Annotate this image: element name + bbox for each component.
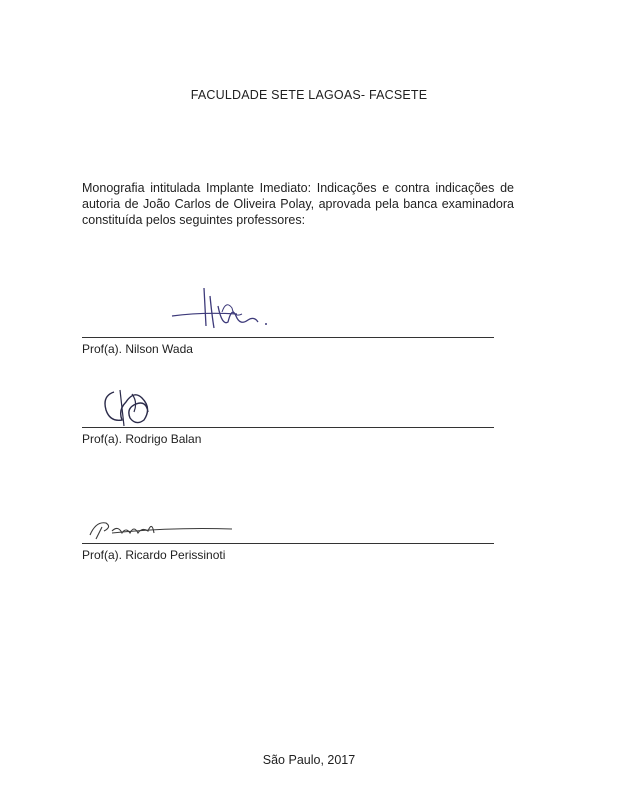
examiner-name-3: Prof(a). Ricardo Perissinoti bbox=[82, 548, 226, 562]
examiner-name-2: Prof(a). Rodrigo Balan bbox=[82, 432, 202, 446]
place-date: São Paulo, 2017 bbox=[262, 753, 356, 767]
examiner-block-3 bbox=[82, 505, 494, 562]
approval-statement: Monografia intitulada Implante Imediato: Indicações e contra indicações de autoria de João Carlos de Oliveira Polay, aprovada pela banca examinadora constituída pelos seguintes professores: bbox=[82, 181, 514, 227]
signature-line-3 bbox=[82, 543, 494, 544]
signature-1 bbox=[162, 286, 282, 336]
signature-2 bbox=[96, 382, 166, 432]
signature-3 bbox=[82, 513, 242, 543]
examiner-name-1: Prof(a). Nilson Wada bbox=[82, 342, 193, 356]
signature-line-1 bbox=[82, 337, 494, 338]
examiner-block-2 bbox=[82, 390, 494, 446]
examiner-block-1 bbox=[82, 300, 494, 356]
signature-line-2 bbox=[82, 427, 494, 428]
institution-title: FACULDADE SETE LAGOAS- FACSETE bbox=[190, 88, 428, 102]
